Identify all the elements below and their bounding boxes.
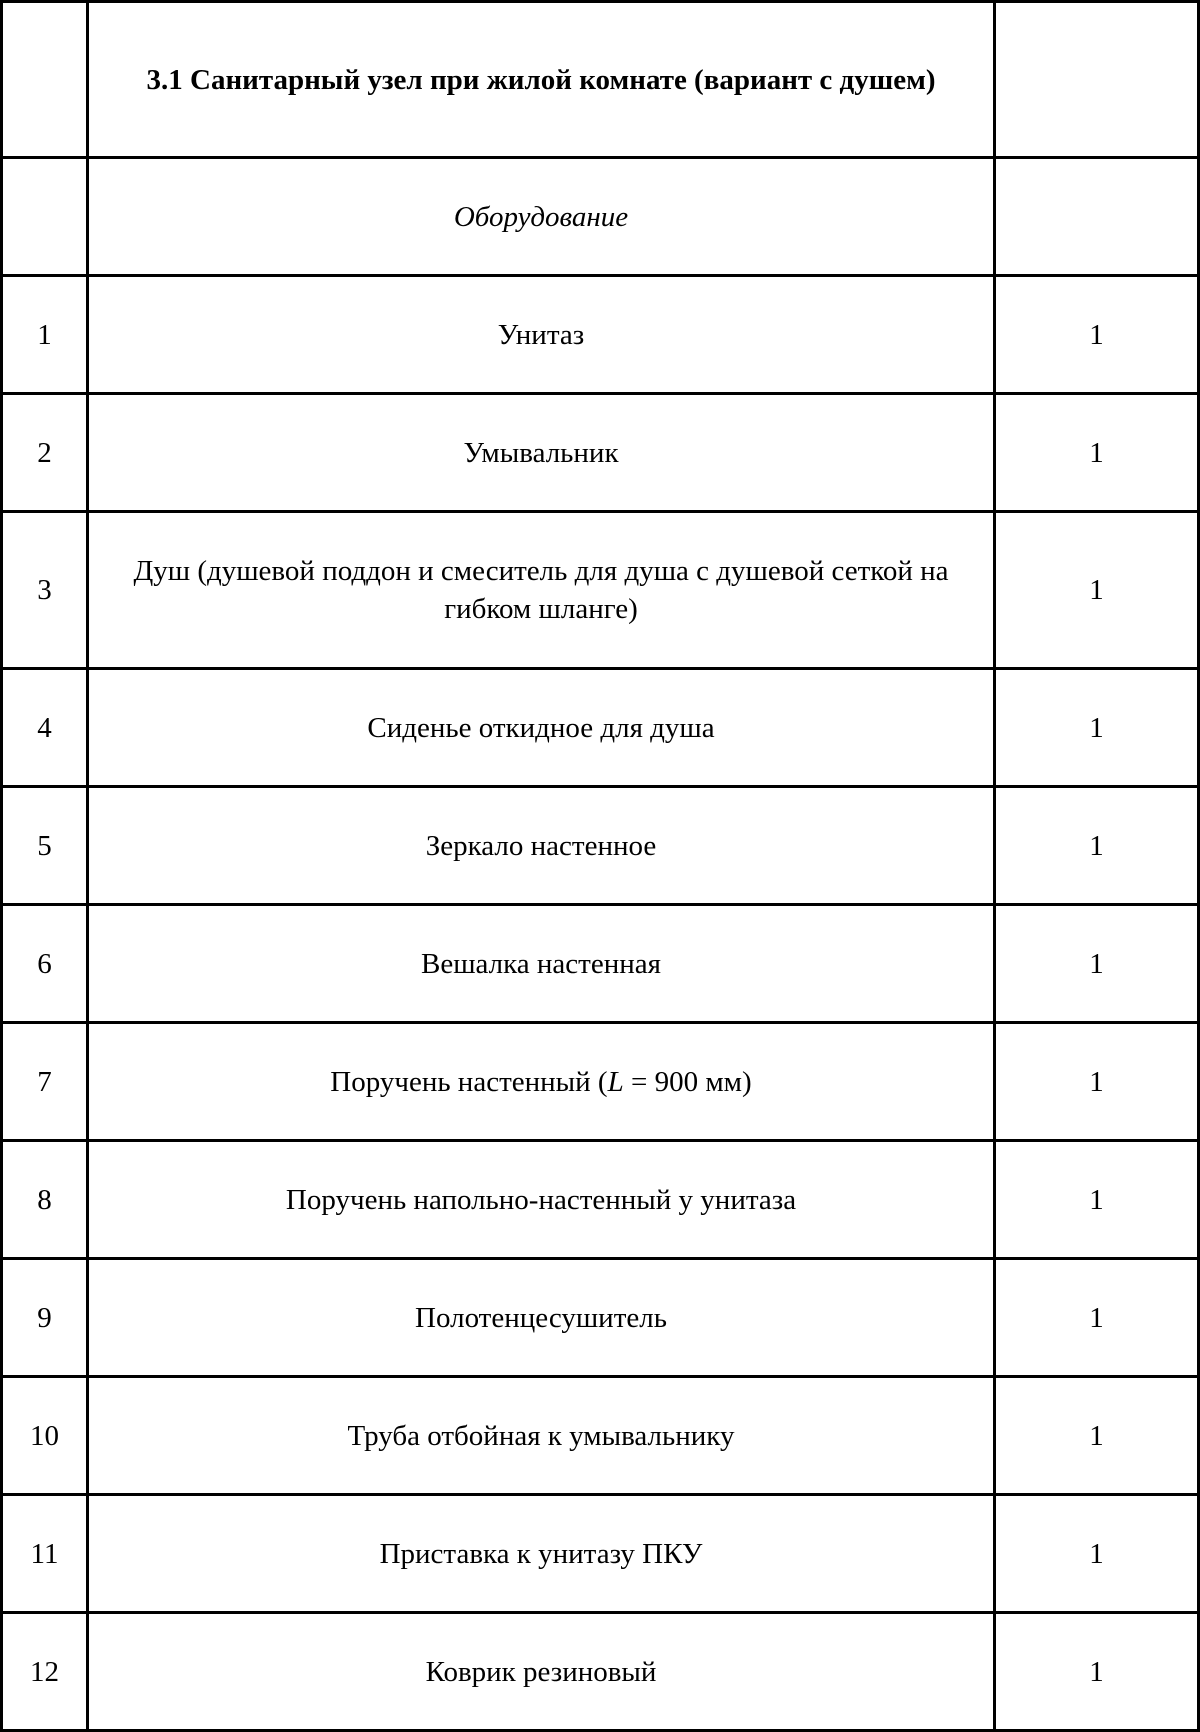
- item-name-text: Душ (душевой поддон и смеситель для душа с душевой сеткой на гибком шланге): [133, 555, 949, 625]
- item-name-post: = 900 мм): [623, 1065, 752, 1098]
- table-row: [2, 512, 1199, 669]
- item-name: Коврик резиновый: [88, 1613, 995, 1731]
- table-row: [2, 787, 1199, 905]
- table-row: [2, 1141, 1199, 1259]
- item-name-var: L: [607, 1065, 624, 1098]
- item-name: [88, 1023, 995, 1141]
- num-cell-empty: [2, 158, 88, 276]
- section-row: [2, 158, 1199, 276]
- item-name: Сиденье откидное для душа: [88, 669, 995, 787]
- table-row: [2, 1259, 1199, 1377]
- item-name: Приставка к унитазу ПКУ: [88, 1495, 995, 1613]
- section-heading: [88, 158, 995, 276]
- row-number: 8: [2, 1141, 88, 1259]
- table-row: [2, 1377, 1199, 1495]
- table-row: [2, 1023, 1199, 1141]
- row-number: 2: [2, 394, 88, 512]
- table-row: [2, 276, 1199, 394]
- item-name: Труба отбойная к умывальнику: [88, 1377, 995, 1495]
- item-quantity: 1: [995, 1141, 1199, 1259]
- item-quantity: 1: [995, 787, 1199, 905]
- item-quantity: 1: [995, 1377, 1199, 1495]
- table-row: [2, 1613, 1199, 1731]
- table-row: [2, 1495, 1199, 1613]
- item-quantity: 1: [995, 1259, 1199, 1377]
- table-row: [2, 394, 1199, 512]
- item-quantity: 1: [995, 276, 1199, 394]
- item-name: Поручень напольно-настенный у унитаза: [88, 1141, 995, 1259]
- table-row: [2, 669, 1199, 787]
- item-quantity: 1: [995, 1495, 1199, 1613]
- row-number: 5: [2, 787, 88, 905]
- item-quantity: 1: [995, 512, 1199, 669]
- item-name-pre: Поручень настенный (: [330, 1065, 608, 1098]
- row-number: 1: [2, 276, 88, 394]
- item-quantity: 1: [995, 669, 1199, 787]
- row-number: 9: [2, 1259, 88, 1377]
- title-row: [2, 2, 1199, 158]
- row-number: 3: [2, 512, 88, 669]
- table-row: [2, 905, 1199, 1023]
- table-title: [88, 2, 995, 158]
- item-quantity: 1: [995, 905, 1199, 1023]
- row-number: 11: [2, 1495, 88, 1613]
- row-number: 6: [2, 905, 88, 1023]
- item-quantity: 1: [995, 1023, 1199, 1141]
- item-name: Унитаз: [88, 276, 995, 394]
- table-title-text: 3.1 Санитарный узел при жилой комнате (вариант с душем): [146, 63, 936, 96]
- item-name: Зеркало настенное: [88, 787, 995, 905]
- section-heading-text: Оборудование: [453, 200, 629, 233]
- row-number: 7: [2, 1023, 88, 1141]
- row-number: 4: [2, 669, 88, 787]
- item-name: [88, 512, 995, 669]
- item-name: Вешалка настенная: [88, 905, 995, 1023]
- item-name: Умывальник: [88, 394, 995, 512]
- row-number: 10: [2, 1377, 88, 1495]
- qty-cell-empty: [995, 2, 1199, 158]
- item-name: Полотенцесушитель: [88, 1259, 995, 1377]
- item-quantity: 1: [995, 394, 1199, 512]
- item-quantity: 1: [995, 1613, 1199, 1731]
- num-cell-empty: [2, 2, 88, 158]
- qty-cell-empty: [995, 158, 1199, 276]
- row-number: 12: [2, 1613, 88, 1731]
